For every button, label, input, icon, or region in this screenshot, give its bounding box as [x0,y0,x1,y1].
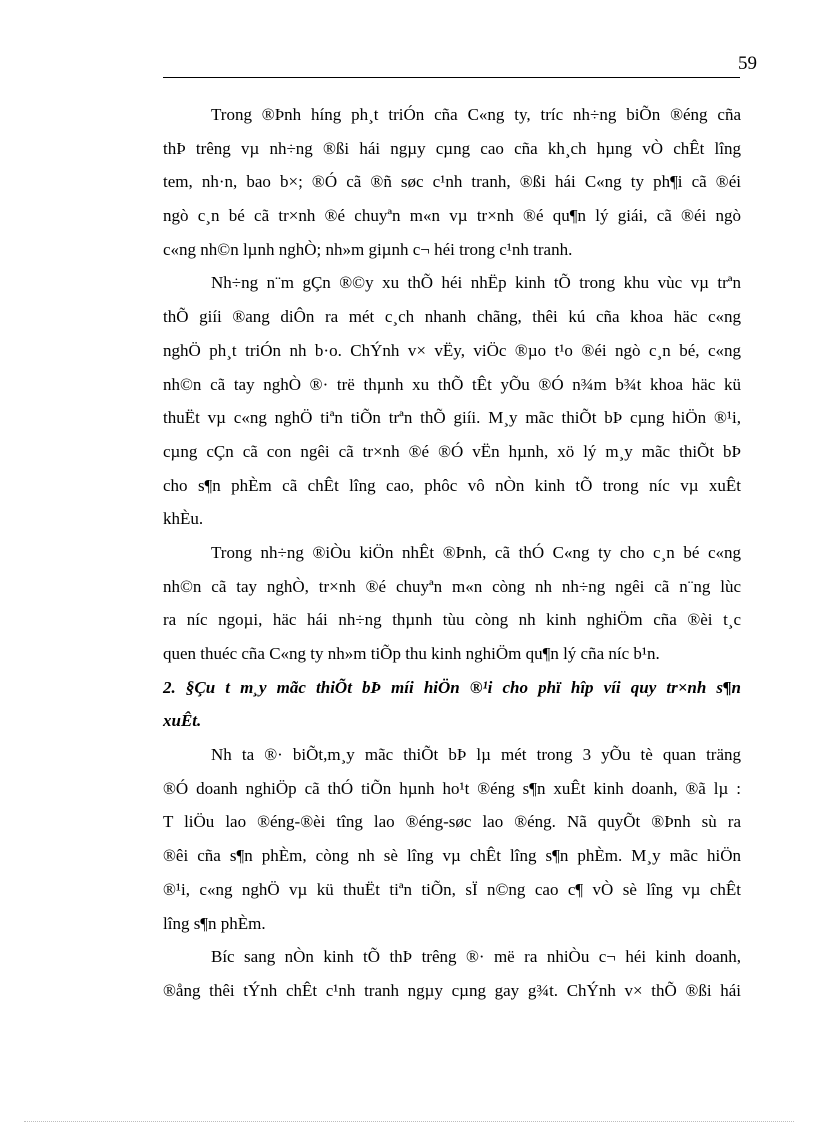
page-bottom-border [24,1121,794,1122]
text-line: tem, nh·n, bao b×; ®Ó cã ®ñ søc c¹nh tranh, ®ßi hái C«ng ty ph¶i cã ®éi [163,172,741,192]
text-line: ®ång thêi tÝnh chÊt c¹nh tranh ngµy cµng gay g¾t. ChÝnh v× thÕ ®ßi hái [163,980,741,1000]
text-line: ®¹i, c«ng nghÖ vµ kü thuËt tiªn tiÕn, sÏ n©ng cao c¶ vÒ sè lîng vµ chÊt [163,879,741,899]
text-line: khÈu. [163,509,204,529]
document-body [163,102,741,1012]
text-line: c«ng nh©n lµnh nghÒ; nh»m giµnh c¬ héi trong c¹nh tranh. [163,239,573,259]
header-rule [163,77,740,78]
page-number: 59 [738,53,757,74]
text-line: nghÖ ph¸t triÓn nh b·o. ChÝnh v× vËy, viÖc ®µo t¹o ®éi ngò c¸n bé, c«ng [163,340,741,360]
text-line: lîng s¶n phÈm. [163,913,266,933]
text-line: nh©n cã tay nghÒ ®· trë thµnh xu thÕ tÊt yÕu ®Ó n¾m b¾t khoa häc kü [163,374,741,394]
section-heading: 2. §Çu t m¸y mãc thiÕt bÞ míi hiÖn ®¹i cho phï hîp víi quy tr×nh s¶n [163,677,741,697]
text-line: Trong nh÷ng ®iÒu kiÖn nhÊt ®Þnh, cã thÓ C«ng ty cho c¸n bé c«ng [211,542,741,562]
text-line: thuËt vµ c«ng nghÖ tiªn tiÕn trªn thÕ giíi. M¸y mãc thiÕt bÞ cµng hiÖn ®¹i, [163,408,741,428]
text-line: Nh÷ng n¨m gÇn ®©y xu thÕ héi nhËp kinh tÕ trong khu vùc vµ trªn [211,273,741,293]
text-line: thÞ trêng vµ nh÷ng ®ßi hái ngµy cµng cao cña kh¸ch hµng vÒ chÊt lîng [163,138,741,158]
text-line: quen thuéc cña C«ng ty nh»m tiÕp thu kinh nghiÖm qu¶n lý cña níc b¹n. [163,644,660,663]
text-line: nh©n cã tay nghÒ, tr×nh ®é chuyªn m«n còng nh nh÷ng ngêi cã n¨ng lùc [163,576,741,596]
text-line: ra níc ngoµi, häc hái nh÷ng thµnh tùu còng nh kinh nghiÖm cña ®èi t¸c [163,610,741,630]
text-line: ®êi cña s¶n phÈm, còng nh sè lîng vµ chÊt lîng s¶n phÈm. M¸y mãc hiÖn [163,846,741,866]
text-line: ngò c¸n bé cã tr×nh ®é chuyªn m«n vµ tr×nh ®é qu¶n lý giái, cã ®éi ngò [163,206,741,226]
text-line: T liÖu lao ®éng-®èi tîng lao ®éng-søc lao ®éng. Nã quyÕt ®Þnh sù ra [163,812,741,832]
text-line: Bíc sang nÒn kinh tÕ thÞ trêng ®· më ra nhiÒu c¬ héi kinh doanh, [211,947,741,967]
text-line: ®Ó doanh nghiÖp cã thÓ tiÕn hµnh ho¹t ®éng s¶n xuÊt kinh doanh, ®ã lµ : [163,778,741,798]
text-line: thÕ giíi ®ang diÔn ra mét c¸ch nhanh chãng, thêi kú cña khoa häc c«ng [163,307,741,327]
text-line: Nh ta ®· biÕt,m¸y mãc thiÕt bÞ lµ mét trong 3 yÕu tè quan träng [211,745,741,765]
text-line: cho s¶n phÈm cã chÊt lîng cao, phôc vô nÒn kinh tÕ trong níc vµ xuÊt [163,475,741,495]
text-line: Trong ®Þnh híng ph¸t triÓn cña C«ng ty, tríc nh÷ng biÕn ®éng cña [211,105,741,124]
section-heading-continued: xuÊt. [163,711,202,731]
text-line: cµng cÇn cã con ngêi cã tr×nh ®é ®Ó vËn hµnh, xö lý m¸y mãc thiÕt bÞ [163,441,741,461]
